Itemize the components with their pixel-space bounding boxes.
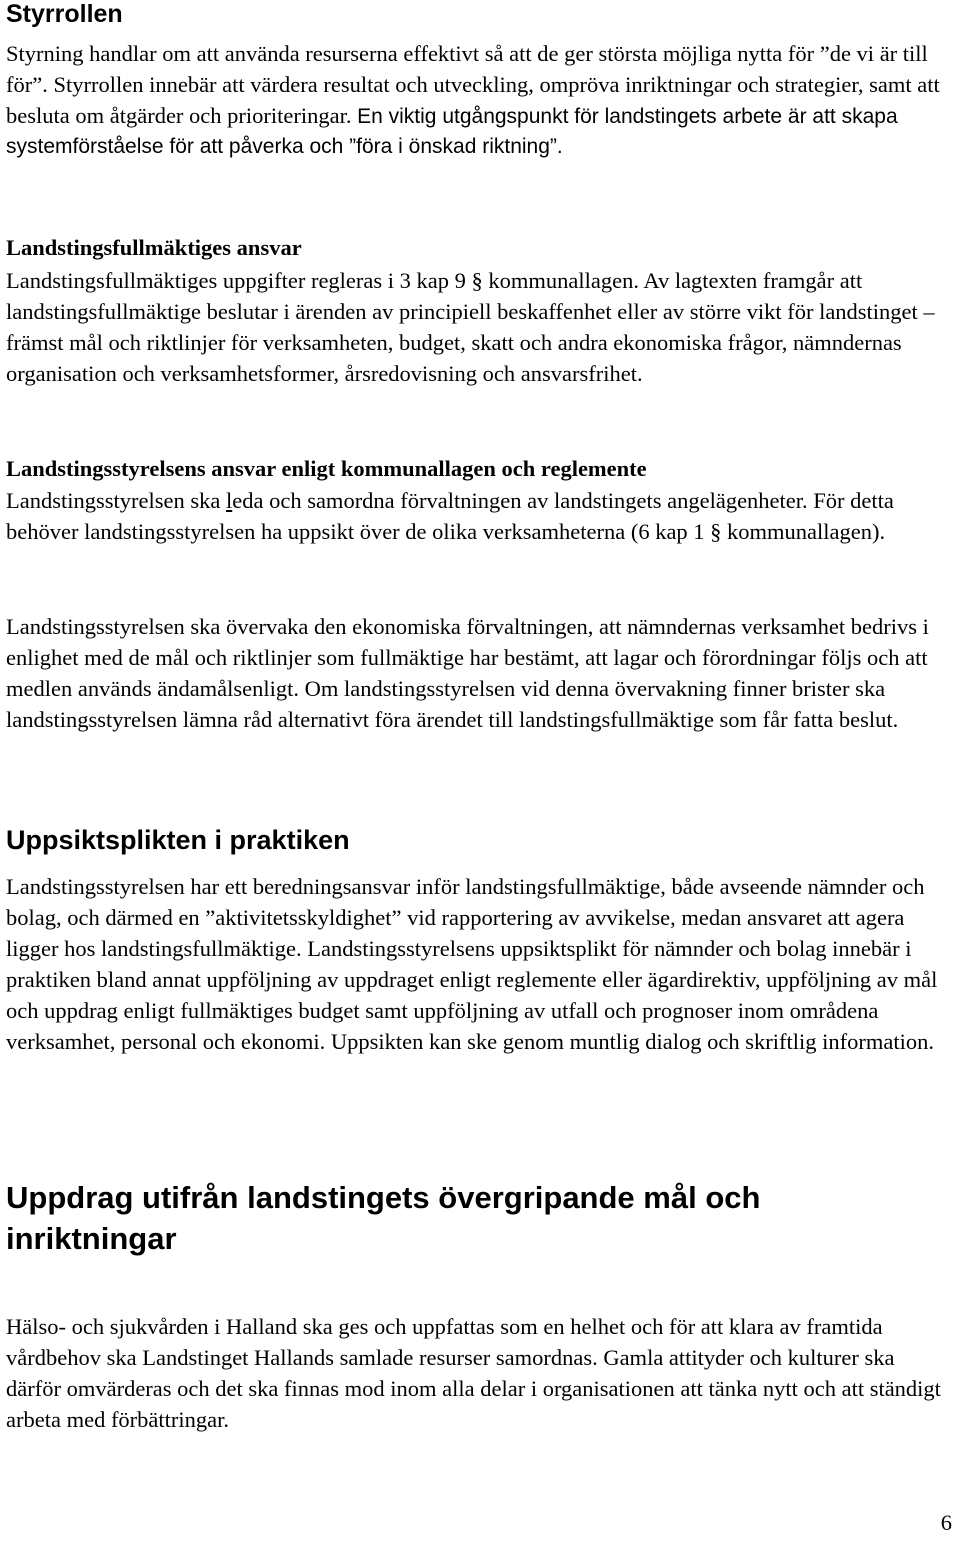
heading-landstingsstyrelsens-ansvar: Landstingsstyrelsens ansvar enligt kommunallagen och reglemente — [6, 456, 647, 481]
paragraph-styrrollen-serif: Styrning handlar om att använda resurserna effektivt så att de ger största möjliga nytta för ”de vi är till för”. Styrrollen innebär att värdera resultat och utveckling, ompröva inriktningar och strategier, samt att besluta om åtgärder och prioriteringar. — [6, 41, 940, 128]
paragraph-styrrollen-sans: En viktig utgångspunkt för landstingets arbete är att skapa systemförståelse för att påverka och ”föra i önskad riktning”. — [6, 105, 898, 158]
heading-uppsiktsplikten: Uppsiktsplikten i praktiken — [6, 825, 350, 855]
heading-styrrollen: Styrrollen — [6, 0, 123, 28]
heading-uppdrag: Uppdrag utifrån landstingets övergripande mål och inriktningar — [6, 1180, 761, 1256]
paragraph-landstingsfullmaktiges-ansvar: Landstingsfullmäktiges uppgifter regleras i 3 kap 9 § kommunallagen. Av lagtexten framgår att landstingsfullmäktige beslutar i ärenden av principiell beskaffenhet eller av större vikt för landstinget – främst mål och riktlinjer för verksamheten, budget, skatt och andra ekonomiska frågor, nämndernas organisation och verksamhetsformer, årsredovisning och ansvarsfrihet. — [6, 268, 935, 386]
heading-landstingsfullmaktiges-ansvar: Landstingsfullmäktiges ansvar — [6, 235, 302, 260]
paragraph-leda-underlined: l — [225, 488, 233, 513]
paragraph-leda-text-a: Landstingsstyrelsen ska — [6, 488, 226, 513]
paragraph-uppdrag: Hälso- och sjukvården i Halland ska ges och uppfattas som en helhet och för att klara av framtida vårdbehov ska Landstinget Hallands samlade resurser samordnas. Gamla attityder och kulturer ska därför omvärderas och det ska finnas mod inom alla delar i organisationen att tänka nytt och att ständigt arbeta med förbättringar. — [6, 1314, 941, 1432]
paragraph-landstingsstyrelsen-overvaka: Landstingsstyrelsen ska övervaka den ekonomiska förvaltningen, att nämndernas verksamhet bedrivs i enlighet med de mål och riktlinjer som fullmäktige har bestämt, att lagar och förordningar följs och att medlen används ändamålsenligt. Om landstingsstyrelsen vid denna övervakning finner brister ska landstingsstyrelsen lämna råd alternativt föra ärendet till landstingsfullmäktige som får fatta beslut. — [6, 614, 929, 732]
paragraph-leda-text-b: eda och samordna förvaltningen av landstingets angelägenheter. För detta behöver landstingsstyrelsen ha uppsikt över de olika verksamheterna (6 kap 1 § kommunallagen). — [6, 488, 894, 544]
page-number: 6 — [940, 1510, 952, 1535]
paragraph-landstingsstyrelsen-leda — [6, 485, 906, 547]
paragraph-styrrollen — [6, 38, 956, 161]
paragraph-uppsiktsplikten: Landstingsstyrelsen har ett beredningsansvar inför landstingsfullmäktige, både avseende nämnder och bolag, och därmed en ”aktivitetsskyldighet” vid rapportering av avvikelse, medan ansvaret att agera ligger hos landstingsfullmäktige. Landstingsstyrelsens uppsiktsplikt för nämnder och bolag innebär i praktiken bland annat uppföljning av uppdraget enligt reglemente eller ägardirektiv, uppföljning av mål och uppdrag enligt fullmäktiges budget samt uppföljning av utfall och prognoser inom områdena verksamhet, personal och ekonomi. Uppsikten kan ske genom muntlig dialog och skriftlig information. — [6, 874, 938, 1054]
